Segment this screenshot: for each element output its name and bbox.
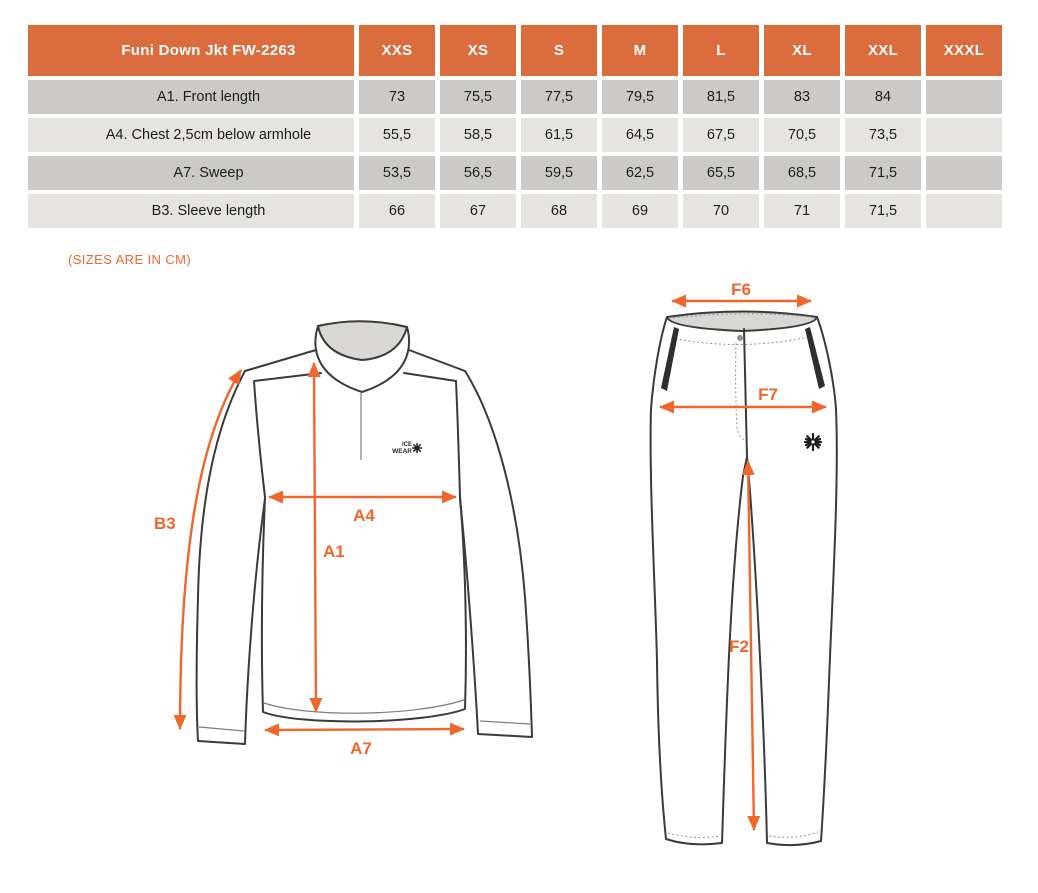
size-value-cell: 75,5 bbox=[440, 80, 516, 114]
size-column-header: L bbox=[683, 25, 759, 76]
table-row bbox=[28, 80, 1002, 114]
f7-measure-label: F7 bbox=[758, 385, 778, 404]
sizes-in-cm-note: (SIZES ARE IN CM) bbox=[68, 252, 192, 267]
size-value-cell: 55,5 bbox=[359, 118, 435, 152]
a7-measure-arrow bbox=[265, 729, 464, 730]
collar-opening bbox=[318, 321, 407, 360]
size-value-cell: 71,5 bbox=[845, 194, 921, 228]
a4-measure-label: A4 bbox=[353, 506, 375, 525]
size-value-cell bbox=[926, 80, 1002, 114]
size-value-cell: 73 bbox=[359, 80, 435, 114]
size-value-cell: 67 bbox=[440, 194, 516, 228]
right-sleeve bbox=[460, 371, 532, 737]
size-column-header: XL bbox=[764, 25, 840, 76]
size-value-cell: 84 bbox=[845, 80, 921, 114]
jacket-diagram bbox=[140, 297, 580, 777]
product-title: Funi Down Jkt FW-2263 bbox=[28, 25, 354, 76]
right-pocket-opening bbox=[805, 327, 825, 389]
left-shoulder-seam bbox=[245, 350, 321, 497]
table-row bbox=[28, 194, 1002, 228]
size-value-cell: 66 bbox=[359, 194, 435, 228]
measure-label-cell: A1. Front length bbox=[28, 80, 354, 114]
size-value-cell bbox=[926, 156, 1002, 190]
brand-logo-text-line1: ICE bbox=[401, 442, 412, 448]
table-row bbox=[28, 118, 1002, 152]
a1-measure-label: A1 bbox=[323, 542, 345, 561]
f2-measure-label: F2 bbox=[729, 637, 749, 656]
table-header-row bbox=[28, 25, 1002, 76]
waist-button bbox=[737, 335, 743, 341]
size-value-cell: 79,5 bbox=[602, 80, 678, 114]
size-value-cell: 68,5 bbox=[764, 156, 840, 190]
jacket-body bbox=[262, 497, 466, 721]
size-value-cell: 69 bbox=[602, 194, 678, 228]
size-value-cell: 71 bbox=[764, 194, 840, 228]
size-column-header: M bbox=[602, 25, 678, 76]
measure-label-cell: B3. Sleeve length bbox=[28, 194, 354, 228]
size-value-cell: 77,5 bbox=[521, 80, 597, 114]
size-value-cell: 65,5 bbox=[683, 156, 759, 190]
size-value-cell: 68 bbox=[521, 194, 597, 228]
right-cuff-stitch bbox=[480, 721, 530, 724]
snowflake-icon bbox=[413, 444, 422, 453]
size-value-cell: 81,5 bbox=[683, 80, 759, 114]
b3-measure-arrow bbox=[180, 370, 241, 729]
size-value-cell: 73,5 bbox=[845, 118, 921, 152]
size-value-cell: 83 bbox=[764, 80, 840, 114]
f6-measure-label: F6 bbox=[731, 280, 751, 299]
size-value-cell: 70,5 bbox=[764, 118, 840, 152]
snowflake-icon bbox=[805, 434, 821, 450]
b3-measure-label: B3 bbox=[154, 514, 176, 533]
left-pocket-opening bbox=[661, 327, 679, 391]
size-value-cell: 71,5 bbox=[845, 156, 921, 190]
a1-measure-arrow bbox=[314, 363, 316, 712]
measurement-diagrams bbox=[0, 267, 1038, 872]
size-value-cell: 62,5 bbox=[602, 156, 678, 190]
size-value-cell bbox=[926, 194, 1002, 228]
size-column-header: XXL bbox=[845, 25, 921, 76]
left-hem-stitch bbox=[668, 833, 720, 837]
pants-diagram bbox=[640, 281, 860, 866]
size-value-cell: 64,5 bbox=[602, 118, 678, 152]
size-value-cell: 61,5 bbox=[521, 118, 597, 152]
measure-label-cell: A4. Chest 2,5cm below armhole bbox=[28, 118, 354, 152]
table-row bbox=[28, 156, 1002, 190]
size-column-header: XXXL bbox=[926, 25, 1002, 76]
size-value-cell: 53,5 bbox=[359, 156, 435, 190]
left-leg-outline bbox=[651, 317, 747, 844]
waistband-top bbox=[667, 312, 817, 332]
right-hem-stitch bbox=[769, 832, 818, 837]
size-value-cell: 59,5 bbox=[521, 156, 597, 190]
front-rise-line bbox=[744, 329, 747, 457]
size-value-cell: 70 bbox=[683, 194, 759, 228]
size-column-header: S bbox=[521, 25, 597, 76]
size-value-cell: 67,5 bbox=[683, 118, 759, 152]
size-value-cell bbox=[926, 118, 1002, 152]
measure-label-cell: A7. Sweep bbox=[28, 156, 354, 190]
hem-band-stitch bbox=[264, 700, 464, 713]
left-cuff-stitch bbox=[199, 727, 244, 731]
size-value-cell: 58,5 bbox=[440, 118, 516, 152]
a7-measure-label: A7 bbox=[350, 739, 372, 758]
size-value-cell: 56,5 bbox=[440, 156, 516, 190]
brand-logo-text-line2: WEAR bbox=[392, 448, 412, 455]
size-column-header: XS bbox=[440, 25, 516, 76]
size-table bbox=[23, 21, 1007, 232]
left-sleeve bbox=[197, 371, 266, 744]
size-column-header: XXS bbox=[359, 25, 435, 76]
